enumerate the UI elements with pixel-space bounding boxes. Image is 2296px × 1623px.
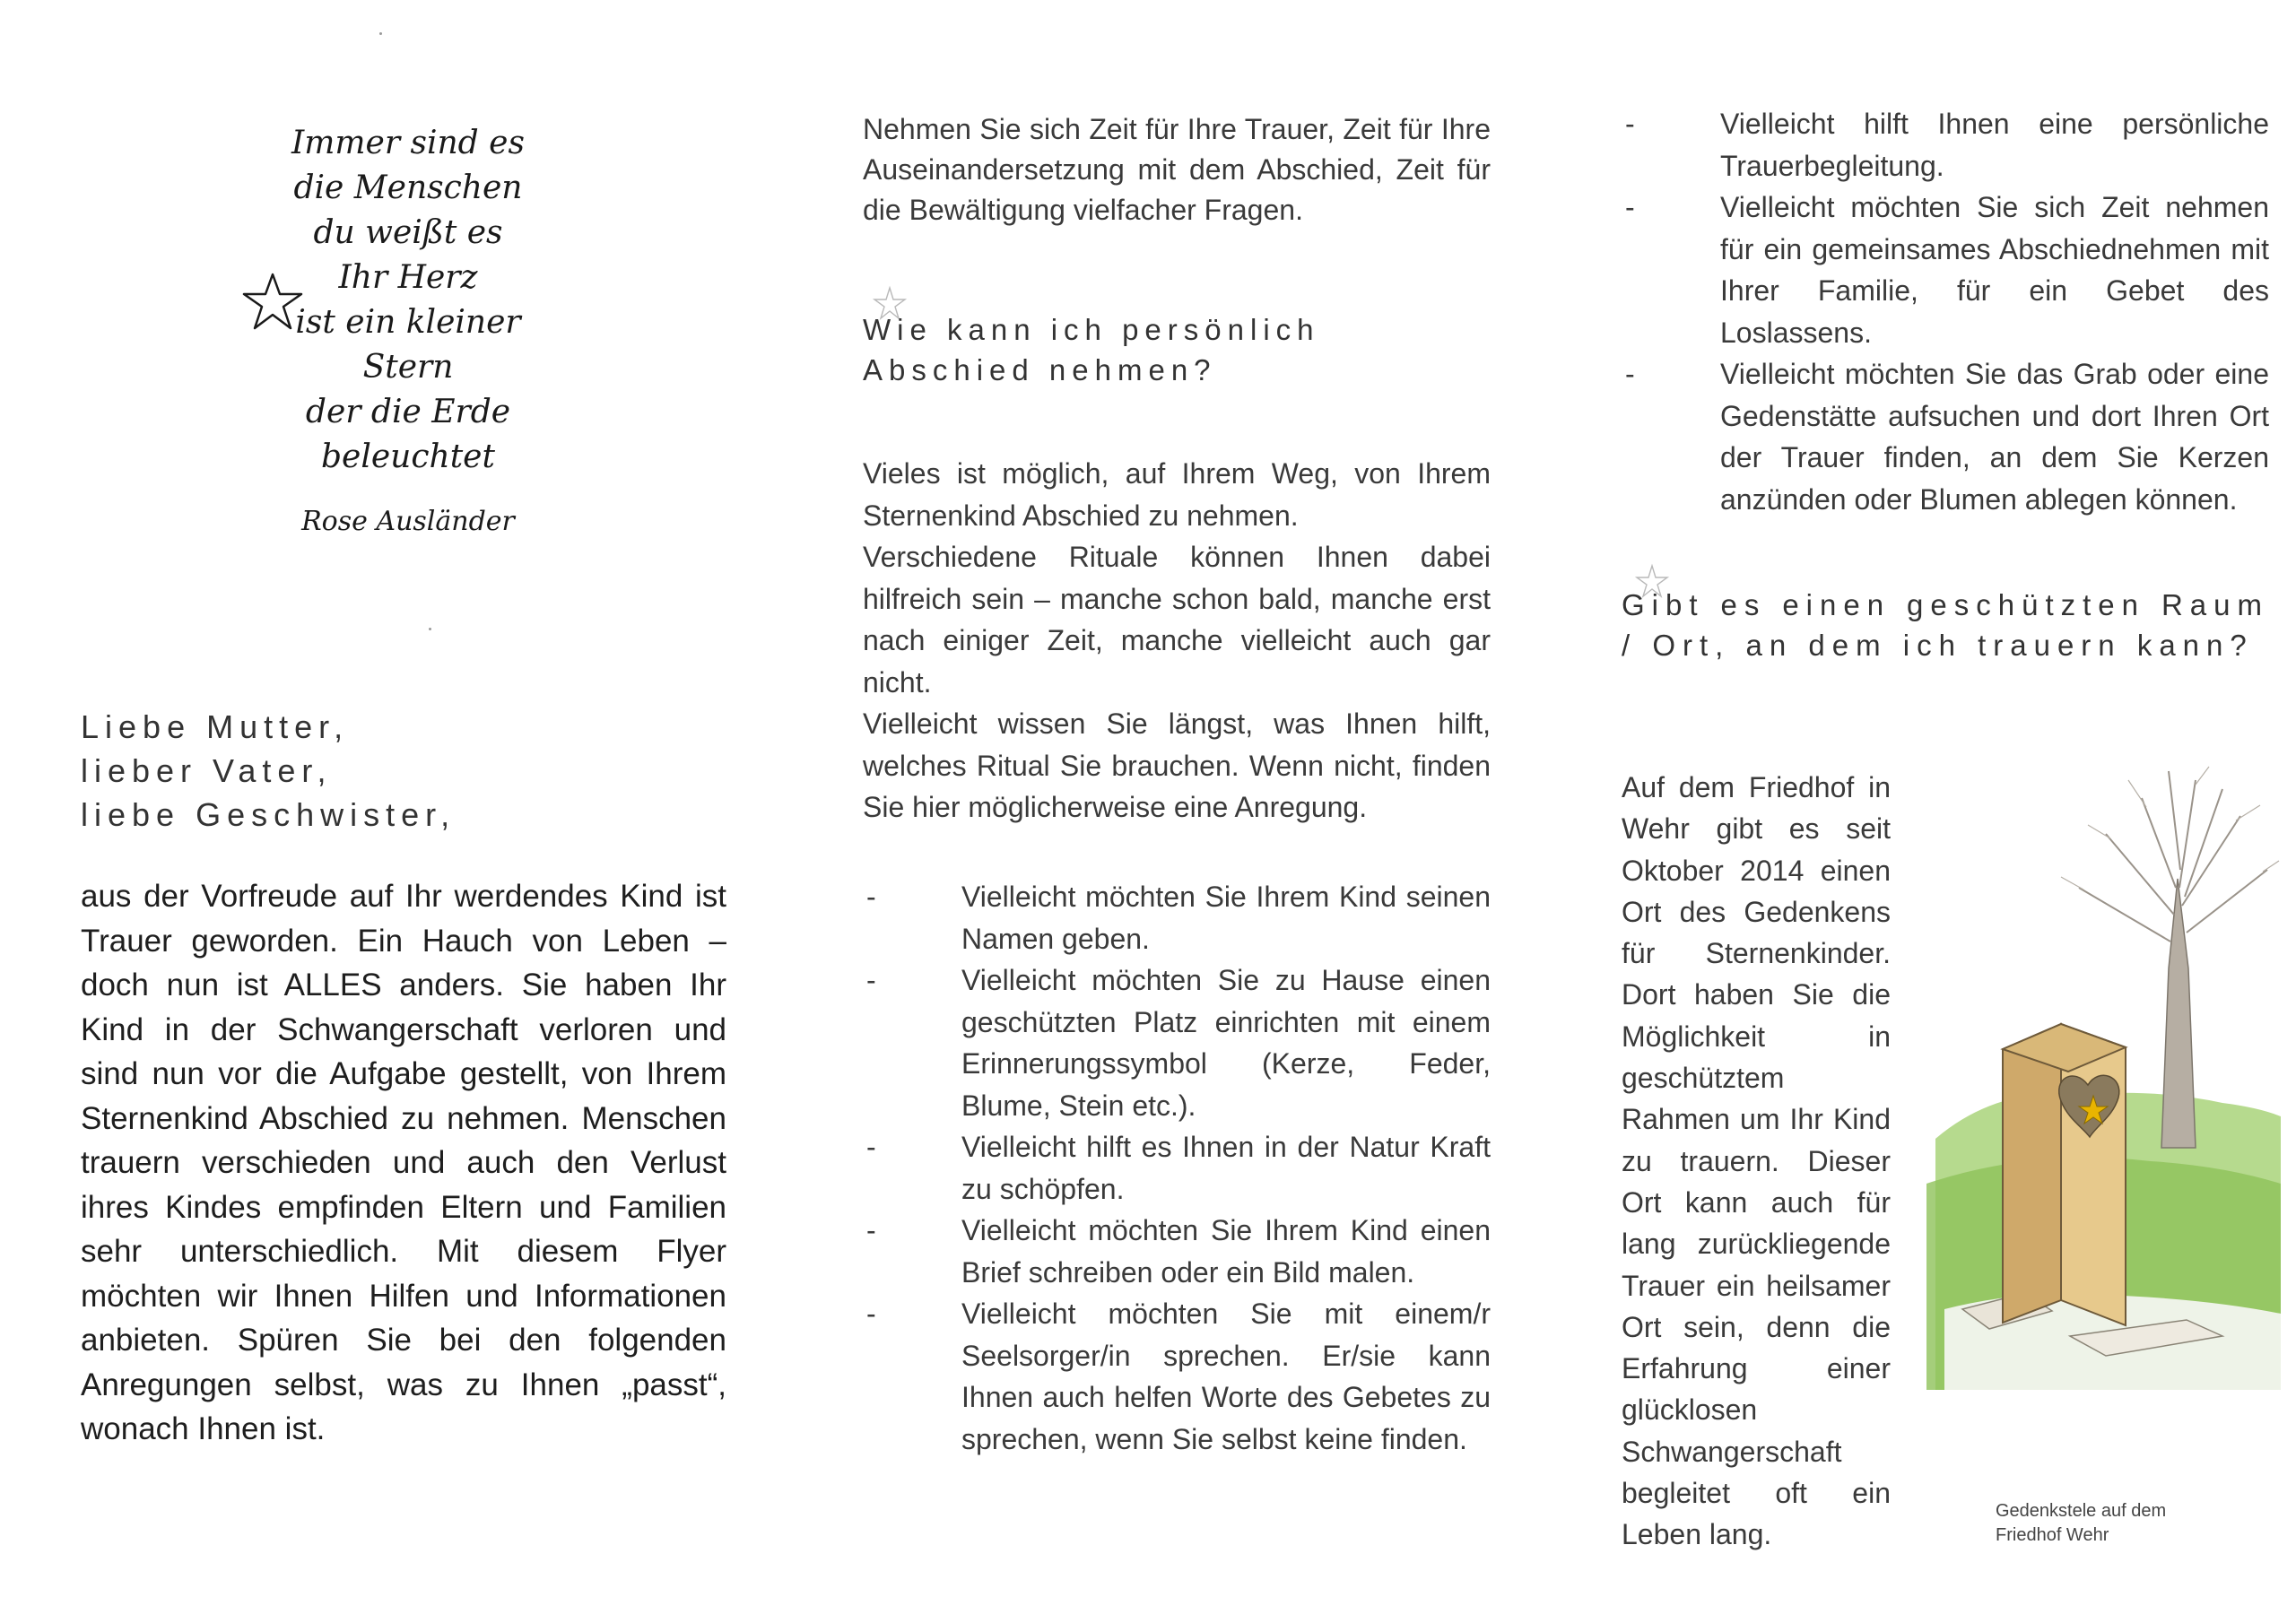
list-marker: - <box>1625 358 1635 390</box>
greeting-line: lieber Vater, <box>81 752 333 789</box>
list-marker: - <box>866 1214 876 1246</box>
list-item-text: Vielleicht möchten Sie das Grab oder eine Gedenstätte aufsuchen und dort Ihren Ort der Trauer finden, an dem Sie Kerzen anzünden oder Blumen ablegen können. <box>1720 358 2269 516</box>
list-item-text: Vielleicht möchten Sie mit einem/r Seelsorger/in sprechen. Er/sie kann Ihnen auch helfen Worte des Gebetes zu sprechen, wenn Sie selbst keine finden. <box>961 1298 1491 1455</box>
list-marker: - <box>1625 108 1635 140</box>
list-item-text: Vielleicht hilft Ihnen eine persönliche Trauerbegleitung. <box>1720 108 2269 182</box>
list-marker: - <box>866 1131 876 1163</box>
caption-line: Friedhof Wehr <box>1996 1525 2109 1545</box>
list-item <box>1622 103 2269 187</box>
list-marker: - <box>1625 191 1635 223</box>
list-item-text: Vielleicht möchten Sie zu Hause einen geschützten Platz einrichten mit einem Erinnerungssymbol (Kerze, Feder, Blume, Stein etc.). <box>961 964 1491 1122</box>
list-item-text: Vielleicht möchten Sie Ihrem Kind einen Brief schreiben oder ein Bild malen. <box>961 1214 1491 1289</box>
greeting-line: Liebe Mutter, <box>81 708 350 745</box>
ritual-list <box>863 876 1491 1460</box>
list-item <box>1622 187 2269 353</box>
poem-line: ist ein kleiner <box>295 304 521 341</box>
col3-heading: Gibt es einen geschützten Raum / Ort, an dem ich trauern kann? <box>1622 588 2269 662</box>
poem-line: du weißt es <box>313 214 503 251</box>
col2-body-paragraph: Vieles ist möglich, auf Ihrem Weg, von Ihrem Sternenkind Abschied zu nehmen. <box>863 457 1491 532</box>
star-icon <box>240 269 305 334</box>
greeting <box>81 705 726 837</box>
poem-author: Rose Ausländer <box>301 506 515 537</box>
list-item <box>863 1126 1491 1210</box>
greeting-line: liebe Geschwister, <box>81 796 457 833</box>
scan-speck <box>429 628 431 630</box>
list-marker: - <box>866 1298 876 1330</box>
poem-line: der die Erde <box>305 394 511 430</box>
list-marker: - <box>866 881 876 913</box>
col3-body: Auf dem Friedhof in Wehr gibt es seit Oktober 2014 einen Ort des Gedenkens für Sternenkinder. Dort haben Sie die Möglichkeit in geschütztem Rahmen um Ihr Kind zu trauern. Dieser Ort kann auch für lang zurückliegende Trauer ein heilsamer Ort sein, denn die Erfahrung einer glücklosen Schwangerschaft begleitet oft ein Leben lang. <box>1622 771 1891 1551</box>
poem-line: beleuchtet <box>321 438 495 475</box>
poem-line: Immer sind es <box>291 125 525 161</box>
col2-body-paragraph: Verschiedene Rituale können Ihnen dabei hilfreich sein – manche schon bald, manche erst nach einiger Zeit, manche vielleicht auch gar nicht. <box>863 541 1491 699</box>
poem-line: Ihr Herz <box>338 259 478 296</box>
col2-body <box>863 453 1491 829</box>
memorial-stele-illustration <box>1926 762 2281 1390</box>
poem-line: Stern <box>362 349 454 386</box>
list-marker: - <box>866 964 876 996</box>
list-item <box>863 1293 1491 1460</box>
intro-paragraph: aus der Vorfreude auf Ihr werdendes Kind ist Trauer geworden. Ein Hauch von Leben – doch nun ist ALLES anders. Sie haben Ihr Kind in der Schwangerschaft verloren und sind nun vor die Aufgabe gestellt, von Ihrem Sternenkind Abschied zu nehmen. Menschen trauern verschieden und auch den Verlust ihres Kindes empfinden Eltern und Familien sehr unterschiedlich. Mit diesem Flyer möchten wir Ihnen Hilfen und Informationen anbieten. Spüren Sie bei den folgenden Anregungen selbst, was zu Ihnen „passt“, wonach Ihnen ist. <box>81 879 726 1446</box>
list-item-text: Vielleicht hilft es Ihnen in der Natur Kraft zu schöpfen. <box>961 1131 1491 1205</box>
support-list <box>1622 103 2269 520</box>
caption-line: Gedenkstele auf dem <box>1996 1501 2167 1521</box>
poem-line: die Menschen <box>293 169 523 206</box>
list-item <box>863 1210 1491 1293</box>
col2-body-paragraph: Vielleicht wissen Sie längst, was Ihnen hilft, welches Ritual Sie brauchen. Wenn nicht, finden Sie hier möglicherweise eine Anregung. <box>863 707 1491 823</box>
col2-intro-paragraph: Nehmen Sie sich Zeit für Ihre Trauer, Zeit für Ihre Auseinandersetzung mit dem Abschied, Zeit für die Bewältigung vielfacher Fragen. <box>863 113 1491 226</box>
scan-speck <box>379 32 382 35</box>
list-item <box>863 876 1491 959</box>
col2-heading: Wie kann ich persönlich Abschied nehmen? <box>863 313 1320 386</box>
list-item-text: Vielleicht möchten Sie Ihrem Kind seinen Namen geben. <box>961 881 1491 955</box>
list-item <box>863 959 1491 1126</box>
list-item-text: Vielleicht möchten Sie sich Zeit nehmen für ein gemeinsames Abschiednehmen mit Ihrer Familie, für ein Gebet des Loslassens. <box>1720 191 2269 349</box>
list-item <box>1622 353 2269 520</box>
illustration-caption <box>1996 1499 2229 1548</box>
